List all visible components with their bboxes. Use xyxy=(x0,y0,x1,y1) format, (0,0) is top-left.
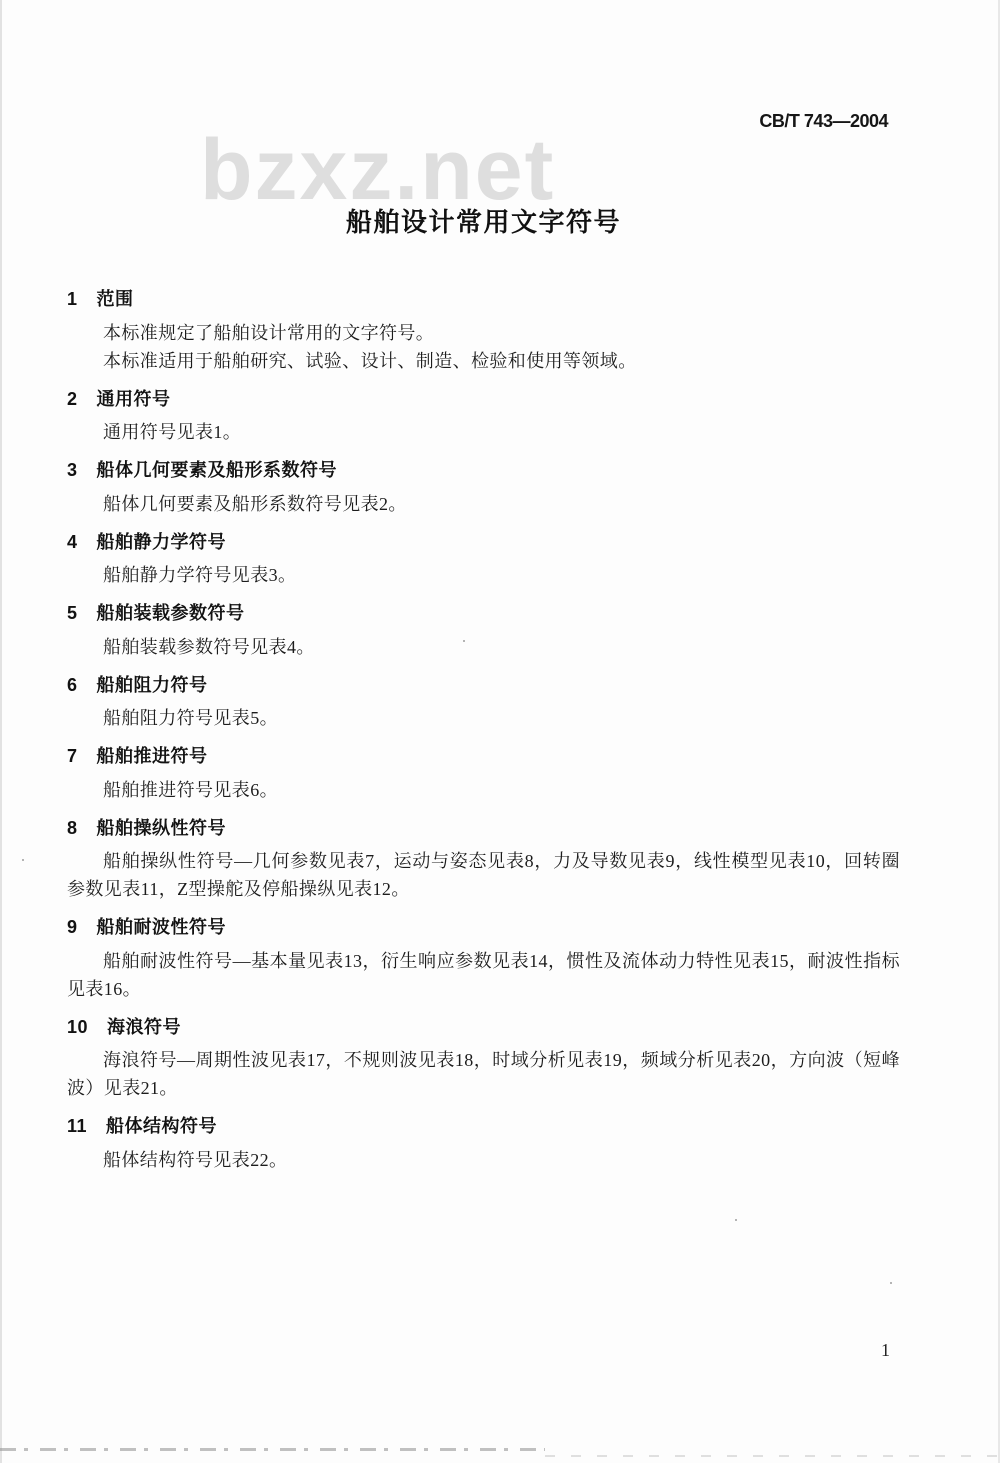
section-heading xyxy=(67,742,900,770)
document-body xyxy=(67,285,900,1184)
section-number: 2 xyxy=(67,388,78,409)
paragraph xyxy=(67,947,900,1003)
scan-speck xyxy=(735,1219,737,1221)
scan-speck xyxy=(22,859,24,861)
section-title: 船舶装载参数符号 xyxy=(96,603,245,623)
page-number: 1 xyxy=(881,1340,890,1360)
paragraph-line: 船舶推进符号见表6。 xyxy=(103,779,278,800)
section-title: 船体结构符号 xyxy=(106,1116,218,1136)
section-maneuverability-symbols xyxy=(67,814,900,904)
paragraph-line: 船舶装载参数符号见表4。 xyxy=(103,636,315,657)
section-title: 船舶耐波性符号 xyxy=(96,917,227,937)
scan-speck xyxy=(463,640,465,642)
paragraph-line: 船体几何要素及船形系数符号见表2。 xyxy=(103,493,407,514)
section-title: 范围 xyxy=(96,289,134,309)
paragraph-line: 本标准规定了船舶设计常用的文字符号。 xyxy=(103,322,435,343)
paragraph-line: 见表16。 xyxy=(67,978,141,999)
section-sea-wave-symbols xyxy=(67,1013,900,1103)
paragraph xyxy=(67,347,900,375)
section-number: 3 xyxy=(67,460,78,480)
standard-code: CB/T 743—2004 xyxy=(759,111,888,131)
paragraph-line: 船舶操纵性符号—几何参数见表7，运动与姿态见表8，力及导数见表9，线性模型见表10，回转圈 xyxy=(103,851,900,871)
section-heading xyxy=(67,528,900,556)
paragraph xyxy=(67,418,900,446)
section-scope xyxy=(67,285,900,375)
paragraph xyxy=(67,319,900,347)
document-title: 船舶设计常用文字符号 xyxy=(345,207,621,237)
section-number: 11 xyxy=(67,1116,88,1136)
section-title: 船舶静力学符号 xyxy=(96,531,227,552)
paragraph xyxy=(67,1146,900,1174)
section-title: 船体几何要素及船形系数符号 xyxy=(96,460,338,480)
section-number: 1 xyxy=(67,289,78,309)
section-number: 6 xyxy=(67,674,78,695)
section-number: 4 xyxy=(67,531,78,552)
scan-artifact-line xyxy=(0,1448,545,1451)
scan-speck xyxy=(890,1282,892,1284)
section-hull-structure-symbols xyxy=(67,1112,900,1174)
section-hull-geometry-symbols xyxy=(67,456,900,518)
section-loading-parameter-symbols xyxy=(67,599,900,661)
paragraph xyxy=(67,776,900,804)
section-title: 船舶推进符号 xyxy=(96,746,208,766)
section-heading xyxy=(67,285,900,313)
paragraph-line: 船舶耐波性符号—基本量见表13，衍生响应参数见表14，惯性及流体动力特性见表15，耐波性指标 xyxy=(103,950,900,971)
paragraph xyxy=(67,633,900,661)
paragraph xyxy=(67,490,900,518)
section-heading xyxy=(67,814,900,842)
section-title: 船舶阻力符号 xyxy=(96,674,208,695)
section-number: 7 xyxy=(67,746,78,766)
paragraph xyxy=(67,1046,900,1102)
section-heading xyxy=(67,913,900,941)
section-seakeeping-symbols xyxy=(67,913,900,1003)
paragraph xyxy=(67,561,900,589)
watermark: bzxz.net xyxy=(200,122,556,218)
paragraph-line: 波）见表21。 xyxy=(67,1078,178,1098)
section-number: 9 xyxy=(67,917,78,937)
section-heading xyxy=(67,456,900,484)
paragraph-line: 本标准适用于船舶研究、试验、设计、制造、检验和使用等领域。 xyxy=(103,350,637,371)
section-resistance-symbols xyxy=(67,671,900,733)
section-heading xyxy=(67,385,900,413)
scan-edge-left xyxy=(0,0,2,1463)
section-heading xyxy=(67,1013,900,1041)
section-heading xyxy=(67,1112,900,1140)
paragraph-line: 参数见表11，Z型操舵及停船操纵见表12。 xyxy=(67,879,410,899)
section-number: 8 xyxy=(67,817,78,838)
section-propulsion-symbols xyxy=(67,742,900,804)
section-number: 10 xyxy=(67,1016,89,1037)
paragraph xyxy=(67,847,900,903)
paragraph-line: 船舶阻力符号见表5。 xyxy=(103,708,278,728)
paragraph-line: 海浪符号—周期性波见表17，不规则波见表18，时域分析见表19，频域分析见表20，方向波（短峰 xyxy=(103,1050,900,1070)
section-hydrostatics-symbols xyxy=(67,528,900,590)
section-title: 通用符号 xyxy=(96,388,171,409)
section-heading xyxy=(67,671,900,699)
paragraph-line: 通用符号见表1。 xyxy=(103,422,242,442)
section-general-symbols xyxy=(67,385,900,447)
scan-artifact-line xyxy=(545,1455,1000,1457)
section-title: 船舶操纵性符号 xyxy=(96,817,227,838)
section-title: 海浪符号 xyxy=(107,1016,182,1037)
paragraph-line: 船体结构符号见表22。 xyxy=(103,1149,288,1170)
section-heading xyxy=(67,599,900,627)
section-number: 5 xyxy=(67,603,78,623)
paragraph xyxy=(67,704,900,732)
paragraph-line: 船舶静力学符号见表3。 xyxy=(103,565,297,585)
